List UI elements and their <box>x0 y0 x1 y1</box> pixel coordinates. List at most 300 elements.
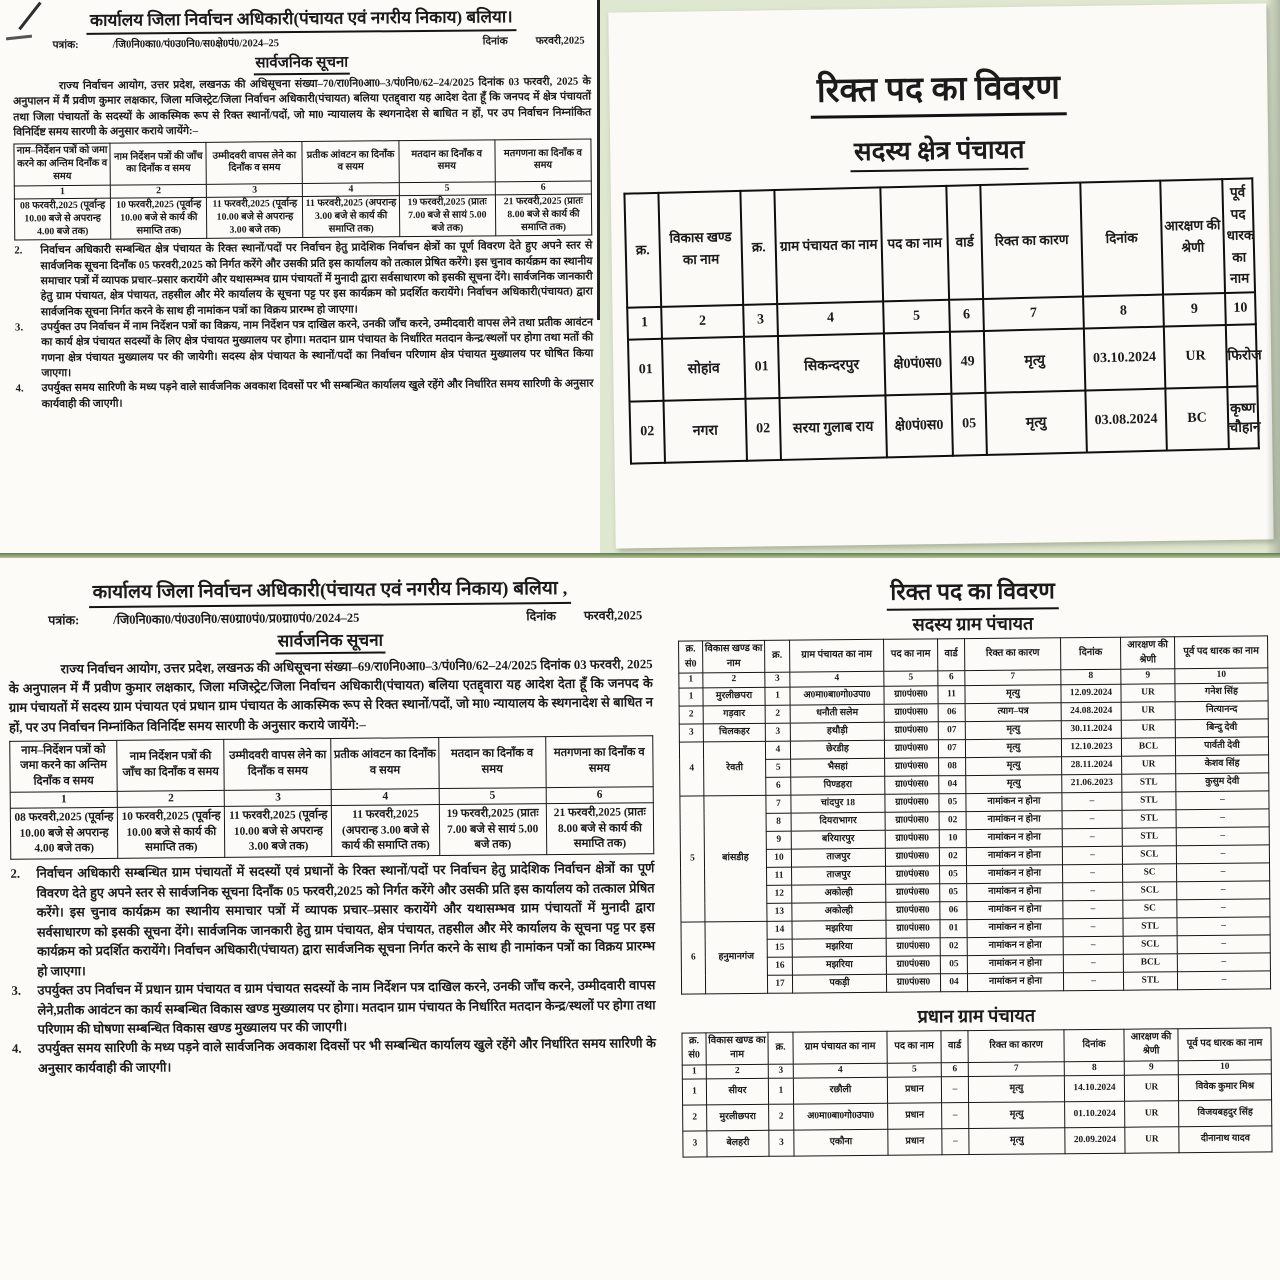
column-number: 3 <box>768 1064 793 1078</box>
notice-point <box>15 316 594 382</box>
cell: 11 फरवरी,2025 (पूर्वान्ह 10.00 बजे से अपरान्ह 3.00 बजे तक) <box>207 197 304 239</box>
cell: नगरा <box>663 399 746 463</box>
column-header: प्रतीक आंवटन का दिनाँक व सयम <box>331 737 439 789</box>
column-number: 6 <box>546 787 653 804</box>
point-number: 3. <box>14 321 24 334</box>
date-label: दिनांक <box>526 609 557 624</box>
column-header: नाम–निर्देशन पत्रों को जमा करने का अन्तिम दिनाँक व समय <box>10 740 118 792</box>
table-row <box>681 971 1270 994</box>
column-header: रिक्त का कारण <box>980 183 1083 299</box>
cell: फिरोज <box>1226 324 1258 387</box>
cell: अ0मा0बा0गो0उपा0 <box>790 686 884 705</box>
column-number: 9 <box>1163 293 1226 327</box>
cell: प्रधान <box>888 1129 942 1155</box>
point-text: निर्वाचन अधिकारी सम्बन्धित क्षेत्र पंचायत के रिक्त स्थानों/पदों पर निर्वाचन हेतु प्रादेशिक निर्वाचन क्षेत्रों का पूर्ण विवरण देते हुए अपने स्तर से सार्वजनिक सूचना दिनाँक 05 फरवरी,2025 को निर्गत करेंगे और उसकी प्रति इस कार्यालय को तत्काल प्रेषित करेंगे। इस चुनाव कार्यक्रम का स्थानीय समाचार पत्रों में व्यापक प्रचार–प्रसार करायेंगे और यथासम्भव ग्राम पंचायतों में मुनादी द्वारा सर्वसाधारण को इसकी सूचना देंगे। सार्वजनिक जानकारी हेतु ग्राम पंचायत, क्षेत्र पंचायत, तहसील और मेरे कार्यालय के सूचना पट्ट पर इस कार्यक्रम को प्रदर्शित करायेंगे। निर्वाचन अधिकारी(पंचायत) द्वारा सार्वजनिक सूचना निर्गत करने के साथ ही नामांकन पत्रों का विक्रय प्रारम्भ हो जाएगा। <box>40 239 593 319</box>
cell: UR <box>1122 755 1176 773</box>
schedule-table <box>13 139 592 241</box>
cell: 28.11.2024 <box>1062 756 1122 775</box>
block-name: बांसडीह <box>704 795 767 922</box>
block-serial: 4 <box>679 742 703 796</box>
column-number: 1 <box>679 673 703 687</box>
pradhan-vacancy-table <box>681 1027 1272 1158</box>
vacancy-title: रिक्त पद का विवरण <box>623 60 1254 122</box>
column-header: क्र. <box>768 1032 793 1065</box>
header-row <box>624 178 1255 307</box>
cell: कुसुम देवी <box>1176 773 1269 792</box>
notice-point <box>16 377 594 413</box>
cell: – <box>941 1077 968 1103</box>
column-header: क्र. <box>740 190 777 305</box>
column-header: क्र. <box>624 193 661 308</box>
cell: BC <box>1165 387 1228 450</box>
cell: 05 <box>940 955 967 973</box>
intro-paragraph: राज्य निर्वाचन आयोग, उत्तर प्रदेश, लखनऊ की अधिसूचना संख्या–70/रा0नि0आ0–3/पं0नि0/62–24/2025 दिनांक 03 फरवरी, 2025 के अनुपालन में मैं प्रवीण कुमार लक्षकार, जिला मजिस्ट्रेट/जिला निर्वाचन अधिकारी(पंचायत) बलिया एतद्द्वारा यह आदेश देता हूँ कि जनपद में क्षेत्र पंचायतों तथा जिला पंचायतों के सदस्यों के आकस्मिक रूप से रिक्त स्थानों/पदों, जो मा0 न्यायालय के स्थगनादेश से बाधित न हों, पर उप निर्वाचन निम्नांकित विनिर्दिष्ट समय सारणी के अनुसार कराये जायेंगे:– <box>13 75 592 139</box>
column-number: 5 <box>439 788 546 805</box>
cell: – <box>1176 791 1269 810</box>
cell: 10 फरवरी,2025 (पूर्वान्ह 10.00 बजे से कार्य की समाप्ति तक) <box>111 198 208 240</box>
cell: UR <box>1124 1075 1178 1101</box>
ref-label: पत्रांक: <box>52 39 79 52</box>
cell: 8 <box>766 813 791 831</box>
cell: UR <box>1121 701 1175 719</box>
date-value: फरवरी,2025 <box>583 608 643 623</box>
pradhan-table-subtitle: प्रधान ग्राम पंचायत <box>917 1005 1036 1027</box>
cell: ग्रा0पं0स0 <box>886 901 940 919</box>
point-text: उपर्युक्त समय सारिणी के मध्य पड़ने वाले सार्वजनिक अवकाश दिवसों पर भी सम्बन्धित कार्यालय खुले रहेंगे और निर्धारित समय सारिणी के अनुसार कार्यवाही की जाएगी। <box>41 377 594 411</box>
intro-paragraph: राज्य निर्वाचन आयोग, उत्तर प्रदेश, लखनऊ की अधिसूचना संख्या–69/रा0नि0आ0–3/पं0नि0/62–24/2025 दिनांक 03 फरवरी, 2025 के अनुपालन में मैं प्रवीण कुमार लक्षकार, जिला मजिस्ट्रेट/जिला निर्वाचन अधिकारी(पंचायत) बलिया एतद्द्वारा यह आदेश देता हूँ कि जनपद के ग्राम पंचायतों में सदस्य ग्राम पंचायत एवं प्रधान ग्राम पंचायत के आकस्मिक रूप से रिक्त स्थानों/पदों, जो मा0 न्यायालय के स्थगनादेश से बाधित न हों, पर उप निर्वाचन निम्नांकित विनिर्दिष्ट समय सारणी के अनुसार कराये जायेंगे:– <box>8 657 653 735</box>
cell: 5 <box>766 759 791 777</box>
cell: – <box>1063 918 1123 937</box>
column-header: नाम–निर्देशन पत्रों को जमा करने का अन्तिम दिनाँक व समय <box>14 143 111 185</box>
cell: ग्रा0पं0स0 <box>886 973 940 991</box>
point-number: 4. <box>15 382 24 395</box>
cell: नामांकन न होना <box>967 864 1063 883</box>
cell: 13 <box>767 903 792 921</box>
column-header: क्र. सं0 <box>682 1033 706 1066</box>
column-header: पद का नाम <box>887 1030 941 1063</box>
cell: ग्रा0पं0स0 <box>884 739 938 757</box>
cell: 04 <box>940 973 967 991</box>
cell: STL <box>1122 791 1176 809</box>
cell: – <box>1177 917 1270 936</box>
cell: ग्रा0पं0स0 <box>884 685 938 703</box>
cell: – <box>1177 935 1270 954</box>
column-number: 10 <box>1175 668 1268 683</box>
column-header: क्र. सं0 <box>679 641 703 674</box>
column-header: पद का नाम <box>880 186 949 302</box>
column-number: 10 <box>1178 1060 1271 1075</box>
cell: ग्रा0पं0स0 <box>885 757 939 775</box>
date-value: फरवरी,2025 <box>535 35 585 47</box>
table-row <box>683 1126 1272 1157</box>
column-header: ग्राम पंचायत का नाम <box>793 1031 887 1064</box>
cell: – <box>1177 899 1270 918</box>
column-header: ग्राम पंचायत का नाम <box>790 639 884 672</box>
cell: 21 फरवरी,2025 (प्रातः 8.00 बजे से कार्य की समाप्ति तक) <box>546 803 654 855</box>
notice-kshetra-panchayat <box>0 0 600 556</box>
cell: 10 <box>766 849 791 867</box>
point-text: निर्वाचन अधिकारी सम्बन्धित ग्राम पंचायतों में सदस्यों एवं प्रधानों के रिक्त स्थानों/पदों पर निर्वाचन हेतु प्रादेशिक निर्वाचन क्षेत्रों का पूर्ण विवरण देते हुए अपने स्तर से सार्वजनिक सूचना दिनाँक 05 फरवरी,2025 को निर्गत करेंगे और उसकी प्रति इस कार्यालय को तत्काल प्रेषित करेंगे। इस चुनाव कार्यक्रम का स्थानीय समाचार पत्रों में व्यापक प्रचार–प्रसार करायेंगे और यथासम्भव ग्राम पंचायतों में मुनादी द्वारा सर्वसाधारण को इसकी सूचना देंगे। सार्वजनिक जानकारी हेतु ग्राम पंचायत, क्षेत्र पंचायत, तहसील और मेरे कार्यालय के सूचना पट्ट पर इस कार्यक्रम को प्रदर्शित करायेंगे। निर्वाचन अधिकारी(पंचायत) द्वारा सार्वजनिक सूचना निर्गत करने के साथ ही नामांकन पत्रों का विक्रय प्रारम्भ हो जाएगा। <box>36 861 656 979</box>
column-header: उम्मीदवरी वापस लेने का दिनाँक व समय <box>206 142 303 184</box>
header-row <box>14 139 591 185</box>
cell: मझरिया <box>792 938 886 957</box>
column-number: 6 <box>941 1063 968 1078</box>
cell: – <box>1063 936 1123 955</box>
cell: STL <box>1123 917 1177 935</box>
column-header: मतदान का दिनाँक व समय <box>438 736 546 788</box>
cell: 05 <box>940 865 967 883</box>
cell: विजयबहदुर सिंह <box>1179 1100 1272 1127</box>
cell: रछौली <box>793 1078 887 1105</box>
cell: मुरलीछपरा <box>707 1105 769 1132</box>
column-header: नाम निर्देशन पत्रों की जाँच का दिनाँक व समय <box>117 739 225 791</box>
cell: मृत्यु <box>985 390 1086 454</box>
column-header: वार्ड <box>938 639 965 672</box>
cell: 12.09.2024 <box>1061 684 1121 703</box>
table-row <box>10 803 653 860</box>
cell: चांदपुर 18 <box>791 794 885 813</box>
column-number: 3 <box>765 672 790 686</box>
cell: नामांकन न होना <box>967 972 1063 991</box>
notice-points <box>14 239 593 413</box>
notice-point <box>11 976 655 1040</box>
photographed-paper <box>608 3 1273 548</box>
cell: ग्रा0पं0स0 <box>885 775 939 793</box>
cell: – <box>1063 900 1123 919</box>
point-text: उपर्युक्त उप निर्वाचन में प्रधान ग्राम पंचायत व ग्राम पंचायत सदस्यों के नाम निर्देशन पत्र दाखिल करने, उनकी जाँच करने, उम्मीदवारी वापस लेने,प्रतीक आवंटन का कार्य सम्बन्धित विकास खण्ड मुख्यालय पर होगा। मतदान ग्राम पंचायत के निर्धारित मतदान केन्द्र/स्थलों पर होगा तथा परिणाम की घोषणा सम्बन्धित विकास खण्ड मुख्यालय पर की जाएगी। <box>37 978 656 1037</box>
cell: 7 <box>766 795 791 813</box>
cell: 2 <box>769 1104 794 1130</box>
cell: 02 <box>939 811 966 829</box>
block-serial: 2 <box>679 706 703 724</box>
cell: 11 <box>767 867 792 885</box>
column-header: नाम निर्देशन पत्रों की जाँच का दिनाँक व समय <box>110 143 207 185</box>
notice-points <box>10 860 656 1079</box>
column-header: मतगणना का दिनाँक व समय <box>546 735 654 787</box>
cell: दीनानाथ यादव <box>1179 1126 1272 1153</box>
cell: – <box>1176 809 1269 828</box>
cell: 03.08.2024 <box>1085 389 1166 453</box>
cell: SCL <box>1123 881 1177 899</box>
cell: ताजपुर <box>791 848 885 867</box>
column-number: 4 <box>777 301 884 336</box>
column-header: रिक्त का कारण <box>968 1029 1064 1062</box>
cell: मृत्यु <box>969 1128 1065 1155</box>
cell: – <box>1063 882 1123 901</box>
cell: बरियारपुर <box>791 830 885 849</box>
point-number: 4. <box>11 1042 22 1057</box>
cell: ग्रा0पं0स0 <box>884 721 938 739</box>
cell: 19 फरवरी,2025 (प्रातः 7.00 बजे से सायं 5.00 बजे तक) <box>439 804 547 856</box>
cell: सिकन्दरपुर <box>778 333 885 398</box>
cell: 6 <box>766 777 791 795</box>
cell: प्रधान <box>888 1103 942 1129</box>
table-row <box>14 194 591 240</box>
cell: नित्यानन्द <box>1175 701 1268 720</box>
ref-number: /जि0नि0का0/पं0उ0नि0/स0ग्रा0पं0/प्र0ग्रा0पं0/2024–25 <box>113 610 360 627</box>
cell: 11 फरवरी,2025 (पूर्वान्ह 10.00 बजे से अपरान्ह 3.00 बजे तक) <box>225 806 333 858</box>
gram-member-vacancy-table <box>678 635 1271 994</box>
column-number: 9 <box>1124 1061 1178 1076</box>
cell: केशव सिंह <box>1176 755 1269 774</box>
cell: 14 <box>767 921 792 939</box>
column-header: वार्ड <box>941 1030 968 1063</box>
cell: ग्रा0पं0स0 <box>886 937 940 955</box>
cell: SC <box>1123 899 1177 917</box>
cell: – <box>942 1129 969 1155</box>
cell: छेरडीह <box>790 740 884 759</box>
cell: 07 <box>938 739 965 757</box>
block-name: मुरलीछपरा <box>703 687 765 706</box>
cell: ग्रा0पं0स0 <box>884 703 938 721</box>
header-row <box>10 735 653 792</box>
column-number: 4 <box>793 1063 887 1078</box>
cell: UR <box>1121 683 1175 701</box>
cell: 21.06.2023 <box>1062 774 1122 793</box>
column-number: 2 <box>110 184 206 199</box>
cell: प्रधान <box>887 1077 941 1103</box>
column-number: 6 <box>949 299 984 332</box>
cell: त्याग–पत्र <box>965 702 1061 721</box>
cell: 03.10.2024 <box>1084 327 1165 391</box>
column-number: 8 <box>1061 670 1121 685</box>
column-number: 5 <box>883 300 950 334</box>
cell: मृत्यु <box>966 756 1062 775</box>
cell: 06 <box>938 703 965 721</box>
cell: धनौती सलेम <box>790 704 884 723</box>
cell: 05 <box>951 393 987 456</box>
cell: क्षे0पं0स0 <box>885 394 952 458</box>
column-number: 9 <box>1121 669 1175 684</box>
column-header: दिनांक <box>1061 637 1121 670</box>
cell: BCL <box>1121 737 1175 755</box>
column-number: 7 <box>983 297 1084 331</box>
column-header: विकास खण्ड का नाम <box>703 640 765 673</box>
cell: ग्रा0पं0स0 <box>886 919 940 937</box>
cell: दियराभागर <box>791 812 885 831</box>
cell: मृत्यु <box>965 684 1061 703</box>
block-serial: 1 <box>679 688 703 706</box>
column-header: दिनांक <box>1064 1029 1124 1062</box>
cell: UR <box>1125 1101 1179 1127</box>
cell: मृत्यु <box>966 774 1062 793</box>
column-number: 2 <box>117 790 224 807</box>
column-header: आरक्षण की श्रेणी <box>1160 179 1225 294</box>
cell: नामांकन न होना <box>966 846 1062 865</box>
cell: क्षे0पं0स0 <box>884 332 951 396</box>
cell: 11 फरवरी,2025 (अपरान्ह 3.00 बजे से कार्य की समाप्ति तक) <box>332 805 440 857</box>
column-header: विकास खण्ड का नाम <box>706 1032 768 1065</box>
cell: 02 <box>939 847 966 865</box>
cell: ग्रा0पं0स0 <box>885 829 939 847</box>
cell: – <box>1177 881 1270 900</box>
cell: STL <box>1123 971 1177 989</box>
column-number: 5 <box>887 1063 941 1078</box>
column-number: 4 <box>303 182 399 197</box>
column-number: 1 <box>14 185 110 200</box>
cell: नामांकन न होना <box>967 954 1063 973</box>
cell: STL <box>1122 773 1176 791</box>
point-text: उपर्युक्त समय सारिणी के मध्य पड़ने वाले सार्वजनिक अवकाश दिवसों पर भी सम्बन्धित कार्यालय खुले रहेंगे और निर्धारित समय सारिणी के अनुसार कार्यवाही की जाएगी। <box>37 1036 656 1076</box>
column-number: 2 <box>703 673 765 688</box>
cell: 04 <box>939 775 966 793</box>
cell: नामांकन न होना <box>966 828 1062 847</box>
cell: 16 <box>767 957 792 975</box>
cell: ताजपुर <box>792 866 886 885</box>
column-header: आरक्षण की श्रेणी <box>1121 637 1175 670</box>
column-header: पूर्व पद धारक का नाम <box>1175 636 1268 669</box>
column-number: 6 <box>495 180 591 195</box>
cell: 02 <box>630 401 666 464</box>
column-number: 5 <box>884 671 938 686</box>
cell: मृत्यु <box>969 1102 1065 1129</box>
cell: 11 <box>938 685 965 703</box>
column-header: पद का नाम <box>884 639 938 672</box>
cell: 30.11.2024 <box>1061 720 1121 739</box>
cell: 3 <box>683 1131 707 1157</box>
cell: 02 <box>745 398 781 461</box>
column-number: 8 <box>1064 1061 1124 1076</box>
column-number: 3 <box>743 304 778 337</box>
cell: 2 <box>765 705 790 723</box>
cell: SCL <box>1123 935 1177 953</box>
cell: 2 <box>683 1105 707 1131</box>
cell: पार्वती देवी <box>1175 737 1268 756</box>
cell: 08 फरवरी,2025 (पूर्वान्ह 10.00 बजे से अपरान्ह 4.00 बजे तक) <box>10 808 118 860</box>
cell: अ0मा0बा0गो0उपा0 <box>794 1104 888 1131</box>
cell: SC <box>1122 863 1176 881</box>
cell: – <box>1062 828 1122 847</box>
vacancy-sheet-gram-panchayat <box>672 560 1280 1280</box>
notice-point <box>14 239 593 321</box>
paper-shadow <box>1266 0 1280 556</box>
cell: 08 <box>939 757 966 775</box>
column-number: 7 <box>968 1062 1064 1077</box>
cell: 10 फरवरी,2025 (पूर्वान्ह 10.00 बजे से कार्य की समाप्ति तक) <box>117 807 225 859</box>
column-header: ग्राम पंचायत का नाम <box>774 187 883 304</box>
cell: ग्रा0पं0स0 <box>886 883 940 901</box>
point-number: 3. <box>11 983 22 998</box>
column-number: 1 <box>682 1065 706 1079</box>
notice-point <box>10 860 655 982</box>
cell: 1 <box>765 687 790 705</box>
cell: ग्रा0पं0स0 <box>886 955 940 973</box>
column-header: क्र. <box>765 640 790 673</box>
column-number: 10 <box>1225 292 1256 325</box>
cell: गनेश सिंह <box>1175 683 1268 702</box>
cell: मझरिया <box>792 956 886 975</box>
cell: बेलहरी <box>707 1131 769 1158</box>
cell: नामांकन न होना <box>966 792 1062 811</box>
cell: सोहांव <box>662 337 745 401</box>
cell: – <box>1063 954 1123 973</box>
block-name: चिलकहर <box>703 723 765 742</box>
cell: – <box>1062 810 1122 829</box>
cell: अकोल्ही <box>792 902 886 921</box>
vacancy-sheet-kshetra-panchayat <box>600 0 1280 556</box>
cell: 01 <box>628 339 664 402</box>
notice-point <box>12 1035 656 1079</box>
header-row <box>679 636 1268 674</box>
column-header: मतगणना का दिनाँक व समय <box>495 139 592 181</box>
cell: सीयर <box>706 1079 768 1106</box>
column-header: वार्ड <box>946 185 983 300</box>
cell: कृष्ण चौहान <box>1227 386 1259 449</box>
ref-number: /जि0नि0का0/पं0उ0नि0/स0क्षे0पं0/2024–25 <box>112 38 280 51</box>
cell: UR <box>1164 325 1227 388</box>
cell: SCL <box>1122 845 1176 863</box>
column-header: रिक्त का कारण <box>965 638 1061 671</box>
cell: मृत्यु <box>965 738 1061 757</box>
cell: – <box>1177 971 1270 990</box>
cell: – <box>1062 846 1122 865</box>
cell: 1 <box>682 1079 706 1105</box>
block-serial: 5 <box>680 796 705 922</box>
cell: हथौड़ी <box>790 722 884 741</box>
cell: बिन्दु देवी <box>1175 719 1268 738</box>
member-table-subtitle: सदस्य ग्राम पंचायत <box>912 613 1034 635</box>
cell: 05 <box>939 793 966 811</box>
cell: मृत्यु <box>965 720 1061 739</box>
cell: 10 <box>939 829 966 847</box>
cell: – <box>1063 864 1123 883</box>
column-number: 6 <box>938 671 965 686</box>
cell: ग्रा0पं0स0 <box>886 865 940 883</box>
cell: 12.10.2023 <box>1061 738 1121 757</box>
cell: नामांकन न होना <box>966 810 1062 829</box>
cell: मझरिया <box>792 920 886 939</box>
cell: विवेक कुमार मिश्र <box>1178 1074 1271 1101</box>
point-number: 2. <box>10 867 21 882</box>
block-name: गड़वार <box>703 705 765 724</box>
cell: नामांकन न होना <box>967 936 1063 955</box>
column-number: 1 <box>10 791 117 808</box>
column-header: उम्मीदवरी वापस लेने का दिनाँक व समय <box>224 738 332 790</box>
cell: 06 <box>940 901 967 919</box>
cell: 1 <box>768 1078 793 1104</box>
block-name: हनुमानगंज <box>705 921 768 994</box>
column-number: 3 <box>224 789 331 806</box>
cell: मृत्यु <box>984 328 1085 392</box>
column-number: 3 <box>207 183 303 198</box>
cell: 01.10.2024 <box>1065 1102 1125 1129</box>
cell: 3 <box>769 1130 794 1156</box>
cell: पकड़ी <box>792 974 886 993</box>
column-header: विकास खण्ड का नाम <box>658 191 743 307</box>
vacancy-subtitle: सदस्य क्षेत्र पंचायत <box>624 127 1254 176</box>
cell: BCL <box>1123 953 1177 971</box>
point-number: 2. <box>14 244 23 257</box>
cell: एकौना <box>794 1130 888 1157</box>
schedule-table <box>9 735 654 860</box>
cell: 3 <box>765 723 790 741</box>
cell: ग्रा0पं0स0 <box>885 793 939 811</box>
date-label: दिनांक <box>482 36 508 48</box>
office-heading: कार्यालय जिला निर्वाचन अधिकारी(पंचायत एवं नगरीय निकाय) बलिया , <box>8 573 652 609</box>
column-number: 7 <box>965 670 1061 685</box>
point-text: उपर्युक्त उप निर्वाचन में नाम निर्देशन पत्रों का विक्रय, नाम निर्देशन पत्र दाखिल करने, उनकी जाँच करने, उम्मीदवारी वापस लेने तथा प्रतीक आवंटन का कार्य क्षेत्र पंचायत सदस्यों के लिए क्षेत्र पंचायत मुख्यालय पर होगा। मतदान ग्राम पंचायत के निर्धारित मतदान केन्द्र/स्थलों पर होगा तथा मतों की गणना क्षेत्र पंचायत मुख्यालय पर की जायेगी। सदस्य क्षेत्र पंचायत के स्थानों/पदों का निर्वाचन परिणाम क्षेत्र पंचायत मुख्यालय पर घोषित किया जाएगा। <box>40 316 594 380</box>
cell: 05 <box>940 883 967 901</box>
cell: 14.10.2024 <box>1064 1076 1124 1103</box>
header-row <box>682 1028 1271 1066</box>
cell: 15 <box>767 939 792 957</box>
cell: – <box>1176 863 1269 882</box>
cell: मृत्यु <box>968 1076 1064 1103</box>
cell: अकोल्ही <box>792 884 886 903</box>
column-number: 5 <box>399 181 495 196</box>
cell: – <box>1177 953 1270 972</box>
cell: 24.08.2024 <box>1061 702 1121 721</box>
